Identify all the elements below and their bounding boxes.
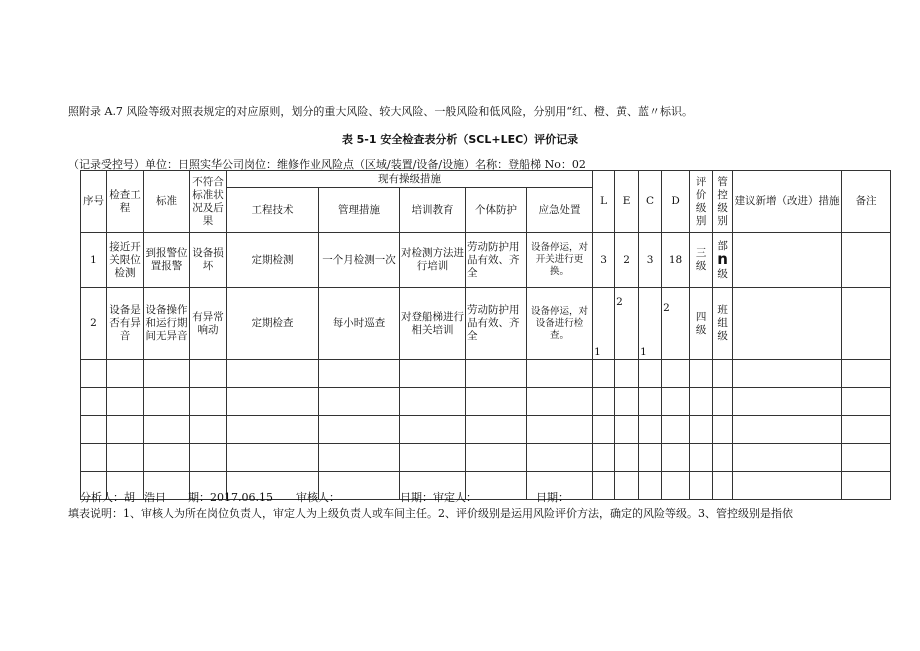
cell-item: 接近开关限位检测 [107,233,144,288]
control-part-b: 级 [717,267,728,280]
table-row [81,388,891,416]
cell-item: 设备是否有异音 [107,288,144,360]
header-control-level: 管控级别 [713,171,733,233]
cell-remark [842,288,891,360]
review-date-approver: 日期：审定人： [400,491,477,504]
header-seq: 序号 [81,171,107,233]
reviewer-label: 审核人： [296,491,340,504]
table-title: 表 5-1 安全检查表分析（SCL+LEC）评价记录 [341,133,579,146]
cell-C: 1 [639,288,662,360]
cell-standard: 设备操作和运行期间无异音 [144,288,190,360]
scl-lec-table [80,170,891,500]
cell-engineering: 定期检查 [227,288,319,360]
header-eval-level: 评价级别 [690,171,713,233]
header-L: L [593,171,615,233]
cell-eval-level: 三级 [690,233,713,288]
record-meta-line: （记录受控号）单位：日照实华公司岗位：维修作业风险点（区域/装置/设备/设施）名称：登船梯 No：02 [68,158,586,171]
cell-L: 3 [593,233,615,288]
control-part-a: 部 [717,239,728,252]
header-remark: 备注 [842,171,891,233]
cell-seq: 2 [81,288,107,360]
table-row [81,444,891,472]
cell-engineering: 定期检测 [227,233,319,288]
cell-remark [842,233,891,288]
header-engineering: 工程技术 [227,188,319,233]
header-suggestion: 建议新增（改进）措施 [733,171,842,233]
header-C: C [639,171,662,233]
cell-D: 18 [662,233,690,288]
header-D: D [662,171,690,233]
approve-date: 日期： [536,491,569,504]
header-item: 检查工程 [107,171,144,233]
cell-management: 每小时巡查 [319,288,400,360]
cell-control-level [713,233,733,288]
table-row [81,360,891,388]
header-ppe: 个体防护 [466,188,527,233]
cell-ppe: 劳动防护用品有效、齐全 [466,288,527,360]
header-emergency: 应急处置 [527,188,593,233]
analyst-label: 分析人：胡 [80,491,135,504]
analysis-date: 期：2017.06.15 [188,491,273,504]
cell-L: 1 [593,288,615,360]
cell-ppe: 劳动防护用品有效、齐全 [466,233,527,288]
cell-training: 对登船梯进行相关培训 [400,288,466,360]
header-row-1 [81,171,891,188]
cell-nonconform: 设备损坏 [190,233,227,288]
fill-instructions: 填表说明：1、审核人为所在岗位负责人，审定人为上级负责人或车间主任。2、评价级别是运用风险评价方法，确定的风险等级。3、管控级别是指依 [68,507,793,520]
control-part-n: n [717,249,728,268]
cell-C: 3 [639,233,662,288]
header-nonconform: 不符合标准状况及后果 [190,171,227,233]
cell-suggestion [733,233,842,288]
cell-emergency: 设备停运，对设备进行检查。 [527,288,593,360]
cell-nonconform: 有异常响动 [190,288,227,360]
table-row [81,288,891,360]
cell-E: 2 [615,233,639,288]
cell-seq: 1 [81,233,107,288]
cell-emergency: 设备停运，对开关进行更换。 [527,233,593,288]
header-standard: 标准 [144,171,190,233]
cell-D: 2 [662,288,690,360]
analyst-name: 浩日 [144,491,166,504]
header-training: 培训教育 [400,188,466,233]
header-management: 管理措施 [319,188,400,233]
header-E: E [615,171,639,233]
cell-E: 2 [615,288,639,360]
cell-management: 一个月检测一次 [319,233,400,288]
table-row [81,233,891,288]
header-existing-measures: 现有操级措施 [227,171,593,188]
cell-standard: 到报警位置报警 [144,233,190,288]
intro-text: 照附录 A.7 风险等级对照表规定的对应原则，划分的重大风险、较大风险、一般风险和低风险，分别用“红、橙、黄、蓝〃标识。 [68,105,694,118]
cell-suggestion [733,288,842,360]
cell-control-level: 班组级 [713,288,733,360]
cell-eval-level: 四级 [690,288,713,360]
table-row [81,416,891,444]
cell-training: 对检测方法进行培训 [400,233,466,288]
